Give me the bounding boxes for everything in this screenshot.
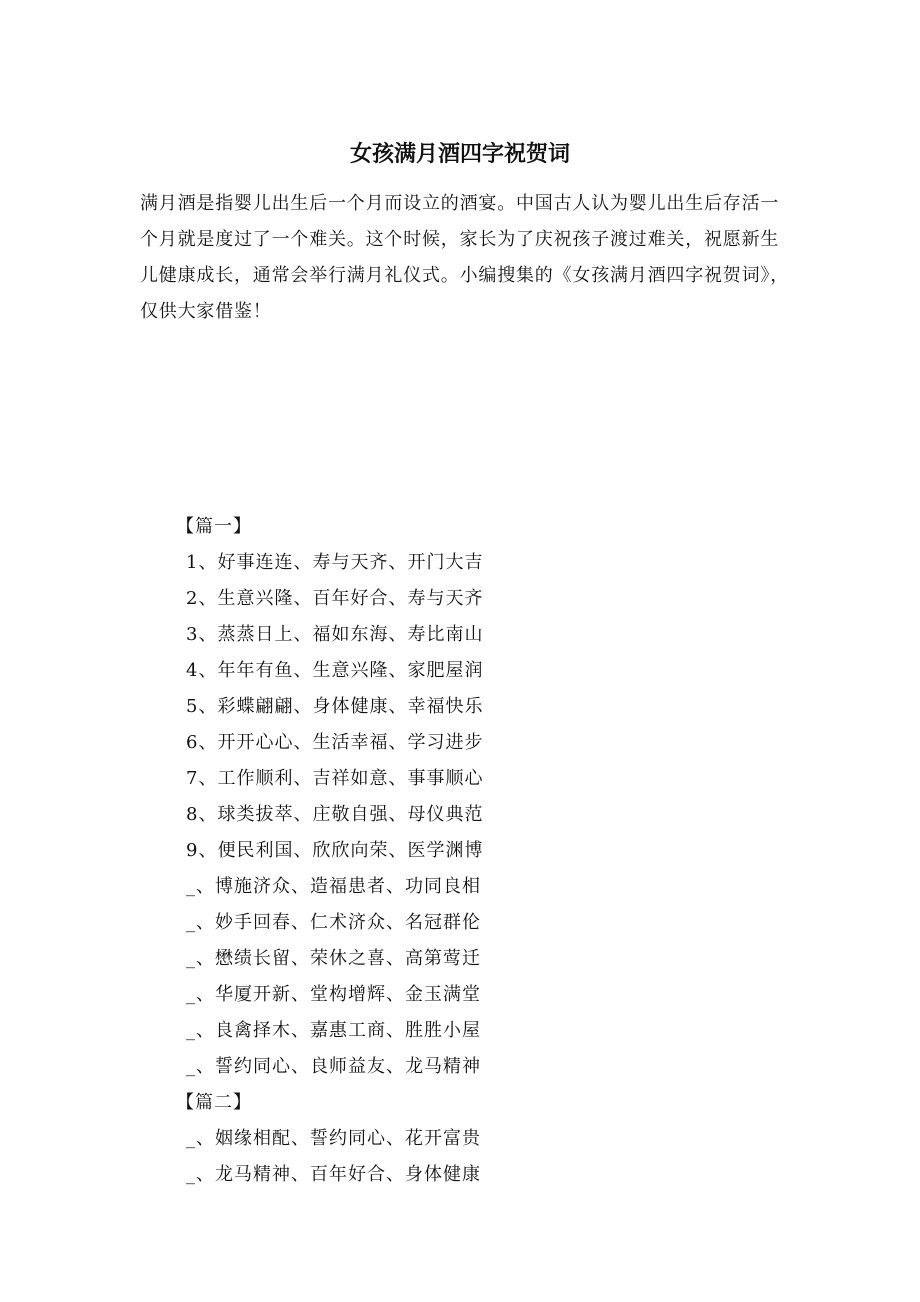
intro-line: 仅供大家借鉴！	[140, 301, 272, 322]
blessing-list	[176, 509, 483, 1193]
section-heading-1: 【篇一】	[176, 516, 252, 537]
list-item: _、懋绩长留、荣休之喜、高第莺迁	[186, 948, 481, 969]
list-item: 1、好事连连、寿与天齐、开门大吉	[186, 552, 484, 573]
intro-line: 满月酒是指婴儿出生后一个月而设立的酒宴。中国古人认为婴儿出生后存活一	[140, 193, 780, 214]
intro-line: 儿健康成长，通常会举行满月礼仪式。小编搜集的《女孩满月酒四字祝贺词》，	[140, 265, 789, 286]
list-item: _、良禽择木、嘉惠工商、胜胜小屋	[186, 1020, 481, 1041]
list-item: _、华厦开新、堂构增辉、金玉满堂	[186, 984, 481, 1005]
list-item: _、龙马精神、百年好合、身体健康	[186, 1164, 481, 1185]
list-item: _、誓约同心、良师益友、龙马精神	[186, 1056, 481, 1077]
list-item: 8、球类拔萃、庄敬自强、母仪典范	[186, 804, 484, 825]
intro-line: 个月就是度过了一个难关。这个时候，家长为了庆祝孩子渡过难关，祝愿新生	[140, 229, 780, 250]
intro-paragraph	[140, 186, 790, 330]
section-heading-2: 【篇二】	[176, 1092, 252, 1113]
list-item: _、姻缘相配、誓约同心、花开富贵	[186, 1128, 481, 1149]
list-item: 4、年年有鱼、生意兴隆、家肥屋润	[186, 660, 484, 681]
list-item: 2、生意兴隆、百年好合、寿与天齐	[186, 588, 484, 609]
list-item: 7、工作顺利、吉祥如意、事事顺心	[186, 768, 484, 789]
list-item: 9、便民利国、欣欣向荣、医学渊博	[186, 840, 484, 861]
list-item: _、妙手回春、仁术济众、名冠群伦	[186, 912, 481, 933]
list-item: _、博施济众、造福患者、功同良相	[186, 876, 481, 897]
document-title: 女孩满月酒四字祝贺词	[349, 142, 570, 167]
list-item: 5、彩蝶翩翩、身体健康、幸福快乐	[186, 696, 484, 717]
list-item: 6、开开心心、生活幸福、学习进步	[186, 732, 484, 753]
list-item: 3、蒸蒸日上、福如东海、寿比南山	[186, 624, 484, 645]
